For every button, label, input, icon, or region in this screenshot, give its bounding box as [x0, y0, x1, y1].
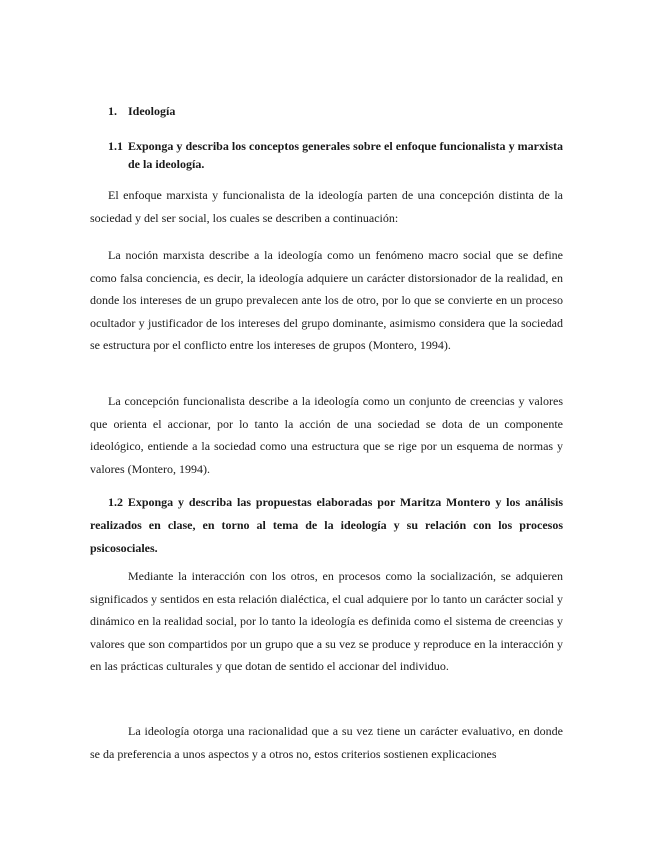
section-number: 1.	[108, 104, 117, 118]
paragraph-intro: El enfoque marxista y funcionalista de la ideología parten de una concepción distinta de la sociedad y del ser social, los cuales se describen a continuación:	[90, 188, 563, 225]
section-heading-1-1	[108, 137, 563, 173]
subsection-title: Exponga y describa los conceptos generales sobre el enfoque funcionalista y marxista de la ideología.	[128, 139, 563, 171]
section-heading-1-2: 1.2 Exponga y describa las propuestas elaboradas por Maritza Montero y los análisis realizados en clase, en torno al tema de la ideología y su relación con los procesos psicosociales.	[90, 495, 563, 555]
paragraph-interaction: Mediante la interacción con los otros, en procesos como la socialización, se adquieren significados y sentidos en esta relación dialéctica, el cual adquiere por lo tanto un carácter social y dinámico en la realidad social, por lo tanto la ideología es definida como el sistema de creencias y valores que son compartidos por un grupo que a su vez se produce y reproduce en la interacción y en las prácticas culturales y que dotan de sentido el accionar del individuo.	[90, 569, 563, 674]
paragraph-marxist: La noción marxista describe a la ideología como un fenómeno macro social que se define como falsa conciencia, es decir, la ideología adquiere un carácter distorsionador de la realidad, en donde los intereses de un grupo prevalecen ante los de otro, por lo que se convierte en un proceso ocultador y justificador de los intereses del grupo dominante, asimismo considera que la sociedad se estructura por el conflicto entre los intereses de grupos (Montero, 1994).	[90, 248, 563, 353]
subsection-number: 1.1	[108, 139, 123, 153]
paragraph-rationality: La ideología otorga una racionalidad que a su vez tiene un carácter evaluativo, en donde se da preferencia a unos aspectos y a otros no, estos criterios sostienen explicaciones	[90, 724, 563, 761]
section-title: Ideología	[128, 104, 176, 118]
paragraph-functionalist: La concepción funcionalista describe a la ideología como un conjunto de creencias y valores que orienta el accionar, por lo tanto la acción de una sociedad se dota de un componente ideológico, entiende a la sociedad como una estructura que se rige por un esquema de normas y valores (Montero, 1994).	[90, 394, 563, 476]
section-heading-1	[108, 102, 568, 120]
